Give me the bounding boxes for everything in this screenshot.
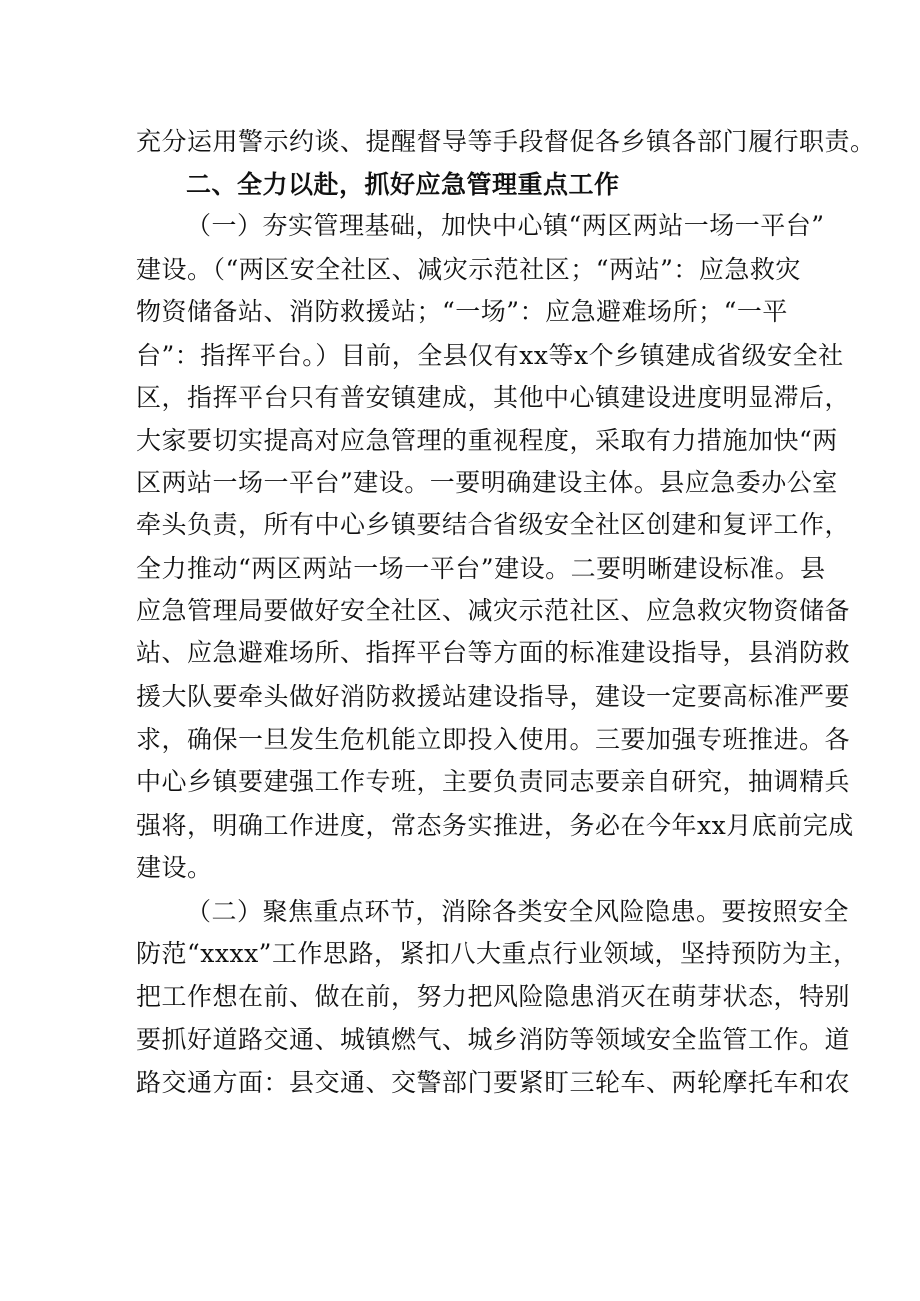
paragraph-line: 援大队要牵头做好消防救援站建设指导，建设一定要高标准严要 [136,682,851,711]
paragraph-line: 全力推动“两区两站一场一平台”建设。二要明晰建设标准。县 [136,554,826,583]
paragraph-line: 建设。（“两区安全社区、减灾示范社区；“两站”：应急救灾 [136,255,801,284]
paragraph-line: 建设。 [136,853,213,882]
paragraph-line: 区，指挥平台只有普安镇建成，其他中心镇建设进度明显滞后， [136,383,851,412]
paragraph-line: 中心乡镇要建强工作专班，主要负责同志要亲自研究，抽调精兵 [136,767,851,796]
paragraph-line: 求，确保一旦发生危机能立即投入使用。三要加强专班推进。各 [136,725,851,754]
subsection-line: （一）夯实管理基础，加快中心镇“两区两站一场一平台” [186,211,825,240]
paragraph-line: 物资储备站、消防救援站；“一场”：应急避难场所；“一平 [136,297,788,326]
paragraph-line: 牵头负责，所有中心乡镇要结合省级安全社区创建和复评工作， [136,510,851,539]
paragraph-line: 大家要切实提高对应急管理的重视程度，采取有力措施加快“两 [136,426,838,455]
paragraph-line: 应急管理局要做好安全社区、减灾示范社区、应急救灾物资储备 [136,596,851,625]
paragraph-line: 充分运用警示约谈、提醒督导等手段督促各乡镇各部门履行职责。 [136,127,876,156]
paragraph-line: 区两站一场一平台”建设。一要明确建设主体。县应急委办公室 [136,468,838,497]
paragraph-line: 台”：指挥平台。）目前，全县仅有xx等x个乡镇建成省级安全社 [136,341,844,370]
paragraph-line: 要抓好道路交通、城镇燃气、城乡消防等领域安全监管工作。道 [136,1025,851,1054]
paragraph-line: 把工作想在前、做在前，努力把风险隐患消灭在萌芽状态，特别 [136,982,851,1011]
paragraph-line: 强将，明确工作进度，常态务实推进，务必在今年xx月底前完成 [136,811,854,840]
paragraph-line: 路交通方面：县交通、交警部门要紧盯三轮车、两轮摩托车和农 [136,1068,851,1097]
subsection-line: （二）聚焦重点环节，消除各类安全风险隐患。要按照安全 [186,897,850,926]
section-heading: 二、全力以赴，抓好应急管理重点工作 [186,170,620,199]
paragraph-line: 站、应急避难场所、指挥平台等方面的标准建设指导，县消防救 [136,638,851,667]
paragraph-line: 防范“xxxx”工作思路，紧扣八大重点行业领域，坚持预防为主， [136,939,859,968]
